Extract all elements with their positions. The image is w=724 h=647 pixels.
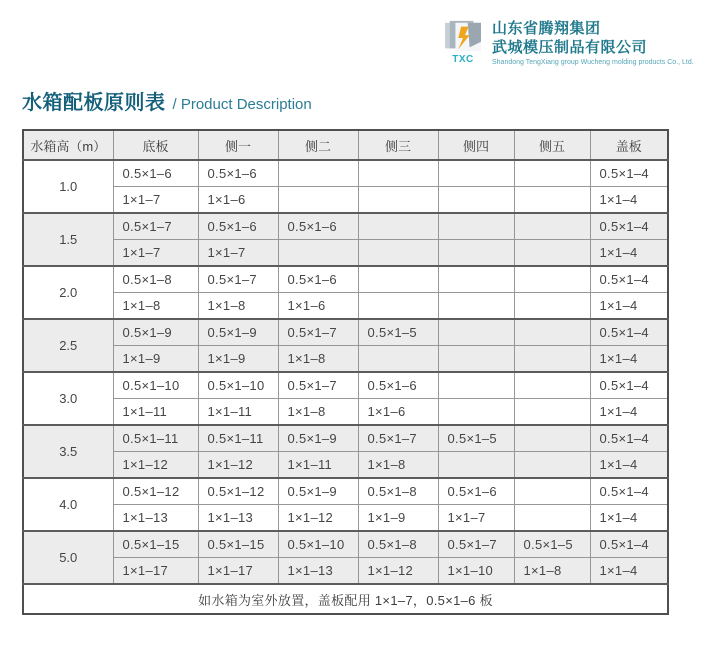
panel-spec-cell: 0.5×1–11 [113, 425, 198, 452]
panel-spec-cell: 1×1–9 [113, 346, 198, 373]
empty-cell [438, 319, 514, 346]
panel-spec-cell: 0.5×1–6 [278, 266, 358, 293]
panel-spec-cell: 0.5×1–10 [113, 372, 198, 399]
empty-cell [438, 160, 514, 187]
panel-spec-cell: 0.5×1–12 [198, 478, 278, 505]
company-name-cn-line1: 山东省腾翔集团 [492, 20, 601, 37]
panel-spec-cell: 0.5×1–4 [590, 531, 668, 558]
table-footnote: 如水箱为室外放置，盖板配用 1×1–7，0.5×1–6 板 [23, 584, 668, 614]
empty-cell [514, 372, 590, 399]
panel-spec-cell: 1×1–11 [198, 399, 278, 426]
tank-height-cell: 3.0 [23, 372, 113, 425]
panel-spec-cell: 0.5×1–7 [278, 372, 358, 399]
product-spec-table [22, 129, 669, 615]
empty-cell [438, 399, 514, 426]
panel-spec-cell: 1×1–4 [590, 346, 668, 373]
panel-spec-cell: 0.5×1–9 [198, 319, 278, 346]
panel-spec-cell: 0.5×1–4 [590, 266, 668, 293]
panel-spec-cell: 0.5×1–5 [438, 425, 514, 452]
panel-spec-cell: 1×1–17 [113, 558, 198, 585]
tank-height-cell: 2.0 [23, 266, 113, 319]
panel-spec-cell: 1×1–6 [358, 399, 438, 426]
empty-cell [514, 266, 590, 293]
company-abbr: TXC [452, 54, 474, 65]
column-header: 水箱高（m） [23, 130, 113, 160]
empty-cell [438, 240, 514, 267]
panel-spec-cell: 0.5×1–7 [358, 425, 438, 452]
empty-cell [278, 240, 358, 267]
panel-spec-cell: 0.5×1–8 [113, 266, 198, 293]
empty-cell [358, 187, 438, 214]
panel-spec-cell: 1×1–13 [198, 505, 278, 532]
empty-cell [514, 425, 590, 452]
panel-spec-cell: 0.5×1–4 [590, 372, 668, 399]
panel-spec-cell: 1×1–4 [590, 452, 668, 479]
table-row [23, 558, 668, 585]
table-row [23, 213, 668, 240]
panel-spec-cell: 0.5×1–15 [113, 531, 198, 558]
page-title [22, 86, 312, 115]
column-header: 侧四 [438, 130, 514, 160]
table-row [23, 372, 668, 399]
panel-spec-cell: 0.5×1–6 [198, 213, 278, 240]
empty-cell [514, 319, 590, 346]
panel-spec-cell: 0.5×1–6 [438, 478, 514, 505]
panel-spec-cell: 0.5×1–7 [198, 266, 278, 293]
tank-height-cell: 1.5 [23, 213, 113, 266]
panel-spec-cell: 0.5×1–7 [278, 319, 358, 346]
panel-spec-cell: 1×1–4 [590, 505, 668, 532]
table-row [23, 187, 668, 214]
tank-height-cell: 3.5 [23, 425, 113, 478]
panel-spec-cell: 1×1–12 [113, 452, 198, 479]
empty-cell [438, 372, 514, 399]
panel-spec-cell: 0.5×1–6 [278, 213, 358, 240]
panel-spec-cell: 1×1–7 [438, 505, 514, 532]
panel-spec-cell: 1×1–6 [198, 187, 278, 214]
table-row [23, 478, 668, 505]
empty-cell [438, 293, 514, 320]
empty-cell [514, 346, 590, 373]
column-header: 侧一 [198, 130, 278, 160]
company-logo [443, 19, 694, 68]
table-row [23, 266, 668, 293]
empty-cell [514, 478, 590, 505]
empty-cell [514, 160, 590, 187]
panel-spec-cell: 1×1–8 [278, 346, 358, 373]
tank-height-cell: 1.0 [23, 160, 113, 213]
panel-spec-cell: 0.5×1–9 [278, 478, 358, 505]
panel-spec-cell: 0.5×1–4 [590, 213, 668, 240]
empty-cell [358, 160, 438, 187]
panel-spec-cell: 0.5×1–5 [358, 319, 438, 346]
panel-spec-cell: 1×1–10 [438, 558, 514, 585]
empty-cell [278, 187, 358, 214]
empty-cell [438, 213, 514, 240]
company-logo-mark [443, 19, 483, 65]
panel-spec-cell: 0.5×1–7 [438, 531, 514, 558]
empty-cell [514, 399, 590, 426]
empty-cell [358, 213, 438, 240]
table-row [23, 531, 668, 558]
panel-spec-cell: 1×1–7 [198, 240, 278, 267]
panel-spec-cell: 1×1–9 [198, 346, 278, 373]
panel-spec-cell: 1×1–11 [113, 399, 198, 426]
company-name-block [492, 19, 694, 68]
column-header: 侧二 [278, 130, 358, 160]
panel-spec-cell: 1×1–8 [198, 293, 278, 320]
empty-cell [438, 346, 514, 373]
empty-cell [438, 187, 514, 214]
empty-cell [438, 266, 514, 293]
panel-spec-cell: 0.5×1–6 [358, 372, 438, 399]
panel-spec-cell: 0.5×1–5 [514, 531, 590, 558]
tank-height-cell: 4.0 [23, 478, 113, 531]
empty-cell [278, 160, 358, 187]
table-body [23, 160, 668, 584]
empty-cell [358, 240, 438, 267]
company-name-cn-line2: 武城模压制品有限公司 [492, 39, 648, 57]
empty-cell [358, 266, 438, 293]
panel-spec-cell: 1×1–9 [358, 505, 438, 532]
column-header: 盖板 [590, 130, 668, 160]
column-header: 底板 [113, 130, 198, 160]
panel-spec-cell: 1×1–17 [198, 558, 278, 585]
table-row [23, 425, 668, 452]
panel-spec-cell: 1×1–12 [198, 452, 278, 479]
panel-spec-cell: 1×1–4 [590, 187, 668, 214]
table-row [23, 319, 668, 346]
panel-spec-cell: 0.5×1–7 [113, 213, 198, 240]
panel-spec-cell: 1×1–4 [590, 293, 668, 320]
panel-spec-cell: 1×1–4 [590, 399, 668, 426]
empty-cell [514, 505, 590, 532]
panel-spec-cell: 0.5×1–6 [198, 160, 278, 187]
table-row [23, 293, 668, 320]
panel-spec-cell: 0.5×1–8 [358, 478, 438, 505]
company-name-en: Shandong TengXiang group Wucheng molding products Co., Ltd. [492, 59, 694, 67]
panel-spec-cell: 0.5×1–4 [590, 319, 668, 346]
table-row [23, 160, 668, 187]
panel-spec-cell: 0.5×1–4 [590, 160, 668, 187]
panel-spec-cell: 0.5×1–9 [113, 319, 198, 346]
table-footnote-row [23, 584, 668, 614]
panel-spec-cell: 1×1–8 [278, 399, 358, 426]
panel-spec-cell: 1×1–8 [113, 293, 198, 320]
page-title-en: / Product Description [172, 96, 312, 113]
table-row [23, 346, 668, 373]
panel-spec-cell: 1×1–6 [278, 293, 358, 320]
empty-cell [514, 452, 590, 479]
table-row [23, 505, 668, 532]
panel-spec-cell: 0.5×1–11 [198, 425, 278, 452]
column-header: 侧三 [358, 130, 438, 160]
tank-height-cell: 5.0 [23, 531, 113, 584]
panel-spec-cell: 0.5×1–6 [113, 160, 198, 187]
panel-spec-cell: 0.5×1–9 [278, 425, 358, 452]
empty-cell [514, 187, 590, 214]
column-header: 侧五 [514, 130, 590, 160]
panel-spec-cell: 1×1–4 [590, 240, 668, 267]
panel-spec-cell: 1×1–7 [113, 187, 198, 214]
panel-spec-cell: 1×1–12 [278, 505, 358, 532]
table-row [23, 452, 668, 479]
empty-cell [358, 346, 438, 373]
panel-spec-cell: 1×1–8 [514, 558, 590, 585]
panel-spec-cell: 1×1–13 [113, 505, 198, 532]
panel-spec-cell: 0.5×1–4 [590, 478, 668, 505]
panel-spec-cell: 0.5×1–15 [198, 531, 278, 558]
panel-spec-cell: 1×1–12 [358, 558, 438, 585]
empty-cell [514, 293, 590, 320]
page-title-cn: 水箱配板原则表 [22, 92, 166, 114]
empty-cell [358, 293, 438, 320]
panel-spec-cell: 1×1–7 [113, 240, 198, 267]
panel-spec-cell: 1×1–4 [590, 558, 668, 585]
panel-spec-cell: 0.5×1–10 [278, 531, 358, 558]
panel-spec-cell: 0.5×1–10 [198, 372, 278, 399]
empty-cell [438, 452, 514, 479]
table-row [23, 240, 668, 267]
panel-spec-cell: 0.5×1–8 [358, 531, 438, 558]
panel-spec-cell: 1×1–11 [278, 452, 358, 479]
table-header-row [23, 130, 668, 160]
panel-spec-cell: 1×1–13 [278, 558, 358, 585]
table-row [23, 399, 668, 426]
company-logo-icon [444, 19, 482, 55]
panel-spec-cell: 0.5×1–4 [590, 425, 668, 452]
tank-height-cell: 2.5 [23, 319, 113, 372]
empty-cell [514, 240, 590, 267]
empty-cell [514, 213, 590, 240]
panel-spec-cell: 1×1–8 [358, 452, 438, 479]
panel-spec-cell: 0.5×1–12 [113, 478, 198, 505]
